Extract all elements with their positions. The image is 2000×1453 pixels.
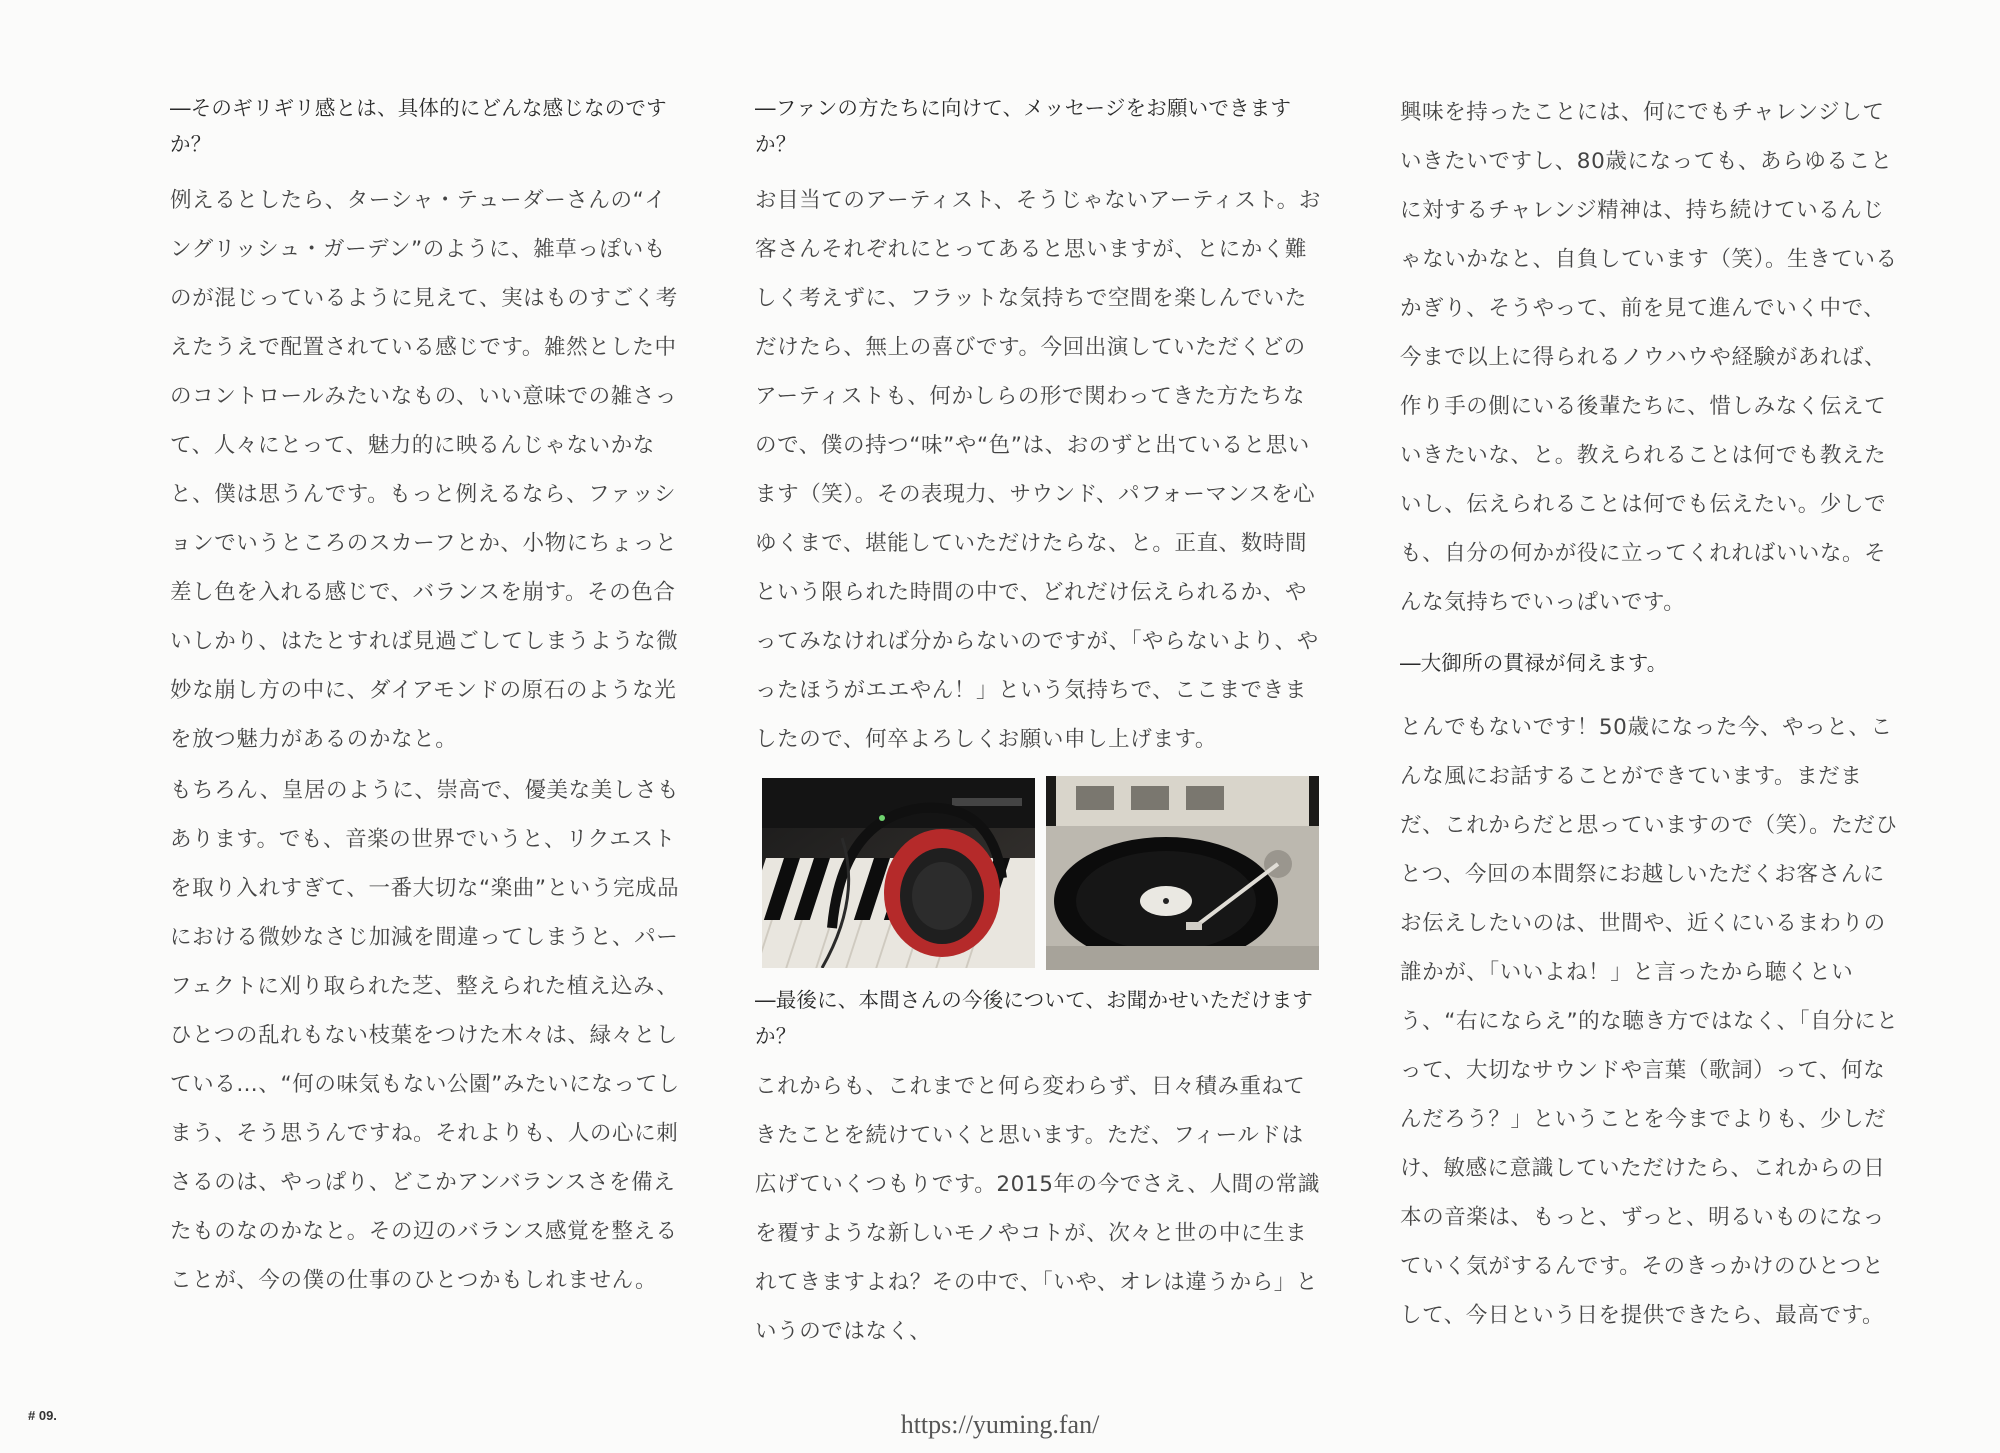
column-3	[1400, 90, 1900, 1340]
answer-paragraph: お目当てのアーティスト、そうじゃないアーティスト。お客さんそれぞれにとってあると思いますが、とにかく難しく考えずに、フラットな気持ちで空間を楽しんでいただけたら、無上の喜びです。今回出演していただくどのアーティストも、何かしらの形で関わってきた方たちなので、僕の持つ“味”や“色”は、おのずと出ていると思います（笑）。その表現力、サウンド、パフォーマンスを心ゆくまで、堪能していただけたらな、と。正直、数時間という限られた時間の中で、どれだけ伝えられるか、やってみなければ分からないのですが、「やらないより、やったほうがエエやん！」という気持ちで、ここまできましたので、何卒よろしくお願い申し上げます。	[755, 188, 1322, 752]
answer-paragraph: 興味を持ったことには、何にでもチャレンジしていきたいですし、80歳になっても、あらゆることに対するチャレンジ精神は、持ち続けているんじゃないかなと、自負しています（笑）。生きているかぎり、そうやって、前を見て進んでいく中で、今まで以上に得られるノウハウや経験があれば、作り手の側にいる後輩たちに、惜しみなく伝えていきたいな、と。教えられることは何でも教えたいし、伝えられることは何でも伝えたい。少しでも、自分の何かが役に立ってくれればいいな。そんな気持ちでいっぱいです。	[1400, 100, 1898, 615]
question-heading: ―そのギリギリ感とは、具体的にどんな感じなのですか？	[170, 96, 667, 156]
answer-paragraph: 例えるとしたら、ターシャ・テューダーさんの“イングリッシュ・ガーデン”のように、雑草っぽいものが混じっているように見えて、実はものすごく考えたうえで配置されている感じです。雑然とした中のコントロールみたいなもの、いい意味での雑さって、人々にとって、魅力的に映るんじゃないかなと、僕は思うんです。もっと例えるなら、ファッションでいうところのスカーフとか、小物にちょっと差し色を入れる感じで、バランスを崩す。その色合いしかり、はたとすれば見過ごしてしまうような微妙な崩し方の中に、ダイアモンドの原石のような光を放つ魅力があるのかなと。	[170, 188, 679, 752]
question-heading: ―ファンの方たちに向けて、メッセージをお願いできますか？	[755, 96, 1292, 156]
answer-paragraph: とんでもないです！50歳になった今、やっと、こんな風にお話することができています。まだまだ、これからだと思っていますので（笑）。ただひとつ、今回の本間祭にお越しいただくお客さんにお伝えしたいのは、世間や、近くにいるまわりの誰かが、「いいよね！」と言ったから聴くという、“右にならえ”的な聴き方ではなく、「自分にとって、大切なサウンドや言葉（歌詞）って、何なんだろう？」ということを今までよりも、少しだけ、敏感に意識していただけたら、これからの日本の音楽は、もっと、ずっと、明るいものになっていく気がするんです。そのきっかけのひとつとして、今日という日を提供できたら、最高です。	[1400, 715, 1899, 1328]
question-heading: ―大御所の貫禄が伺えます。	[1400, 651, 1668, 675]
turntable-photo	[1046, 776, 1319, 970]
question-heading: ―最後に、本間さんの今後について、お聞かせいただけますか？	[755, 988, 1314, 1048]
headphones-keyboard-photo	[762, 778, 1035, 968]
source-url[interactable]: https://yuming.fan/	[900, 1410, 1100, 1439]
column-2-continued	[755, 982, 1325, 1356]
photo-strip	[762, 778, 1319, 968]
answer-paragraph: これからも、これまでと何ら変わらず、日々積み重ねてきたことを続けていくと思います。ただ、フィールドは広げていくつもりです。2015年の今でさえ、人間の常識を覆すような新しいモノやコトが、次々と世の中に生まれてきますよね？その中で、「いや、オレは違うから」というのではなく、	[755, 1074, 1320, 1344]
column-2	[755, 90, 1325, 764]
answer-paragraph: もちろん、皇居のように、崇高で、優美な美しさもあります。でも、音楽の世界でいうと、リクエストを取り入れすぎて、一番大切な“楽曲”という完成品における微妙なさじ加減を間違ってしまうと、パーフェクトに刈り取られた芝、整えられた植え込み、ひとつの乱れもない枝葉をつけた木々は、緑々としている…、“何の味気もない公園”みたいになってしまう、そう思うんですね。それよりも、人の心に刺さるのは、やっぱり、どこかアンバランスさを備えたものなのかなと。その辺のバランス感覚を整えることが、今の僕の仕事のひとつかもしれません。	[170, 778, 680, 1293]
column-1	[170, 90, 680, 1305]
page-number: # 09.	[28, 1408, 57, 1423]
